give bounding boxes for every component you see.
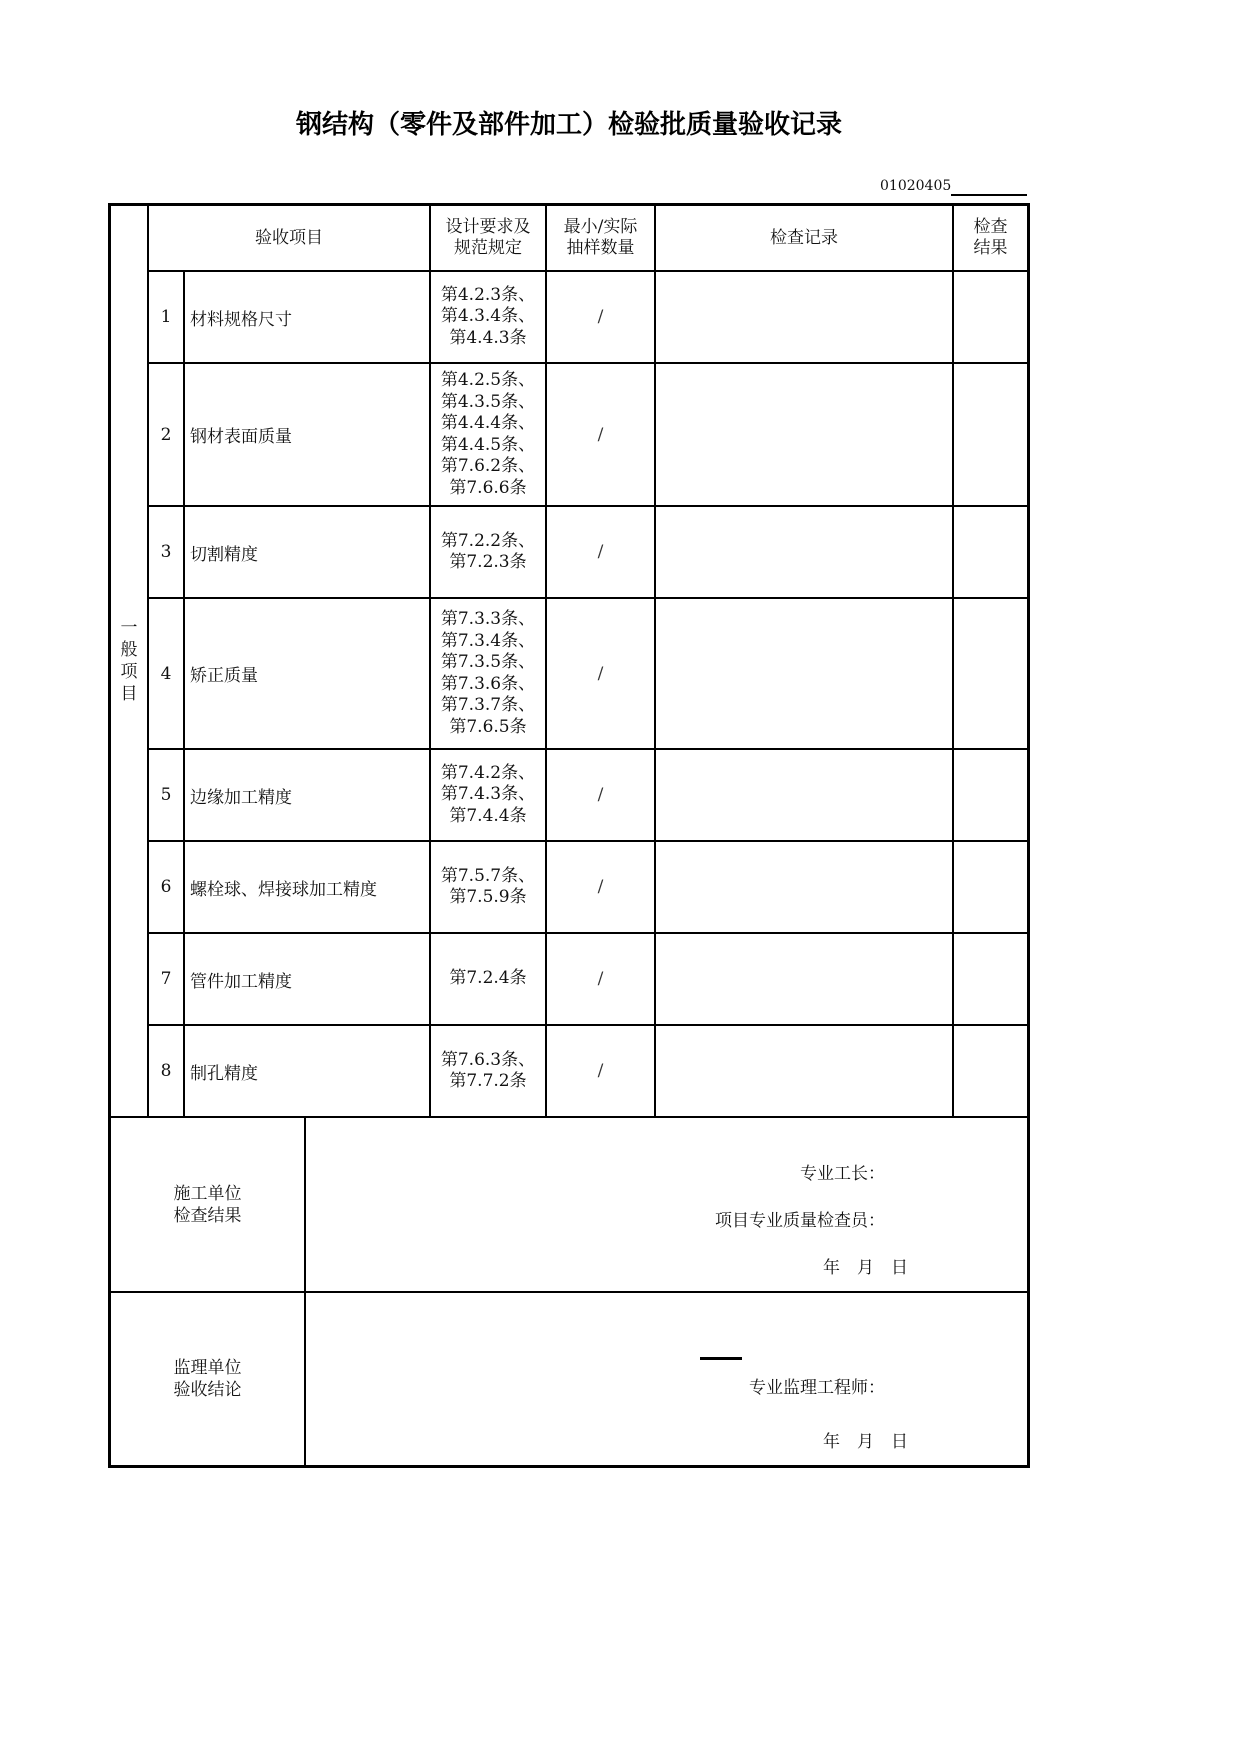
item-clauses: 第7.4.2条、 第7.4.3条、 第7.4.4条 [430,749,546,841]
item-number: 4 [148,598,184,749]
item-clauses: 第7.2.2条、 第7.2.3条 [430,506,546,598]
item-sample-quantity: / [546,933,655,1025]
item-inspection-record [655,506,953,598]
table-row [148,271,1028,363]
item-inspection-record [655,749,953,841]
item-name: 矫正质量 [184,598,430,749]
item-inspection-record [655,598,953,749]
item-name: 管件加工精度 [184,933,430,1025]
item-number: 3 [148,506,184,598]
form-code-blank-line [951,176,1027,196]
category-general-items [110,205,148,1117]
item-inspection-record [655,933,953,1025]
item-name: 材料规格尺寸 [184,271,430,363]
table-row [148,363,1028,506]
construction-unit-section [110,1117,1028,1292]
form-code-number: 01020405 [880,178,952,194]
item-clauses: 第4.2.3条、 第4.3.4条、 第4.4.3条 [430,271,546,363]
item-number: 6 [148,841,184,933]
table-row [148,506,1028,598]
item-inspection-record [655,1025,953,1117]
header-inspection-record: 检查记录 [655,205,953,271]
form-code [880,176,1027,196]
item-number: 1 [148,271,184,363]
item-number: 5 [148,749,184,841]
item-inspection-record [655,363,953,506]
supervision-unit-body [305,1292,1028,1466]
item-inspection-result [953,841,1028,933]
supervising-engineer-label: 专业监理工程师： [749,1378,885,1398]
item-clauses: 第4.2.5条、 第4.3.5条、 第4.4.4条、 第4.4.5条、 第7.6.2条、 第7.6.6条 [430,363,546,506]
item-name: 制孔精度 [184,1025,430,1117]
item-inspection-result [953,933,1028,1025]
header-inspection-result: 检查 结果 [953,205,1028,271]
item-name: 切割精度 [184,506,430,598]
item-inspection-result [953,598,1028,749]
construction-unit-label: 施工单位 检查结果 [110,1117,305,1292]
item-sample-quantity: / [546,506,655,598]
form-title: 钢结构（零件及部件加工）检验批质量验收记录 [295,110,842,140]
supervision-date-label: 年 月 日 [823,1432,908,1452]
construction-date-label: 年 月 日 [823,1258,908,1278]
header-acceptance-item: 验收项目 [148,205,430,271]
item-inspection-result [953,363,1028,506]
table-row [148,933,1028,1025]
item-clauses: 第7.6.3条、 第7.7.2条 [430,1025,546,1117]
supervision-unit-section [110,1292,1028,1466]
table-row [148,841,1028,933]
item-sample-quantity: / [546,1025,655,1117]
item-inspection-record [655,841,953,933]
item-name: 边缘加工精度 [184,749,430,841]
signature-line [700,1357,742,1360]
table-header-row [148,205,1028,271]
item-inspection-record [655,271,953,363]
item-number: 8 [148,1025,184,1117]
item-name: 螺栓球、焊接球加工精度 [184,841,430,933]
item-number: 2 [148,363,184,506]
header-sample-quantity: 最小/实际 抽样数量 [546,205,655,271]
item-sample-quantity: / [546,363,655,506]
table-row [148,598,1028,749]
item-inspection-result [953,271,1028,363]
item-inspection-result [953,749,1028,841]
item-clauses: 第7.3.3条、 第7.3.4条、 第7.3.5条、 第7.3.6条、 第7.3.7条、 第7.6.5条 [430,598,546,749]
item-clauses: 第7.5.7条、 第7.5.9条 [430,841,546,933]
item-sample-quantity: / [546,271,655,363]
quality-inspector-label: 项目专业质量检查员： [715,1211,885,1231]
item-sample-quantity: / [546,841,655,933]
supervision-unit-label: 监理单位 验收结论 [110,1292,305,1466]
header-design-requirement: 设计要求及 规范规定 [430,205,546,271]
foreman-label: 专业工长： [800,1164,885,1184]
table-row [148,749,1028,841]
construction-unit-body [305,1117,1028,1292]
table-row [148,1025,1028,1117]
item-sample-quantity: / [546,749,655,841]
item-inspection-result [953,506,1028,598]
item-name: 钢材表面质量 [184,363,430,506]
item-clauses: 第7.2.4条 [430,933,546,1025]
item-number: 7 [148,933,184,1025]
item-inspection-result [953,1025,1028,1117]
item-sample-quantity: / [546,598,655,749]
category-label: 一般项目 [120,618,138,704]
